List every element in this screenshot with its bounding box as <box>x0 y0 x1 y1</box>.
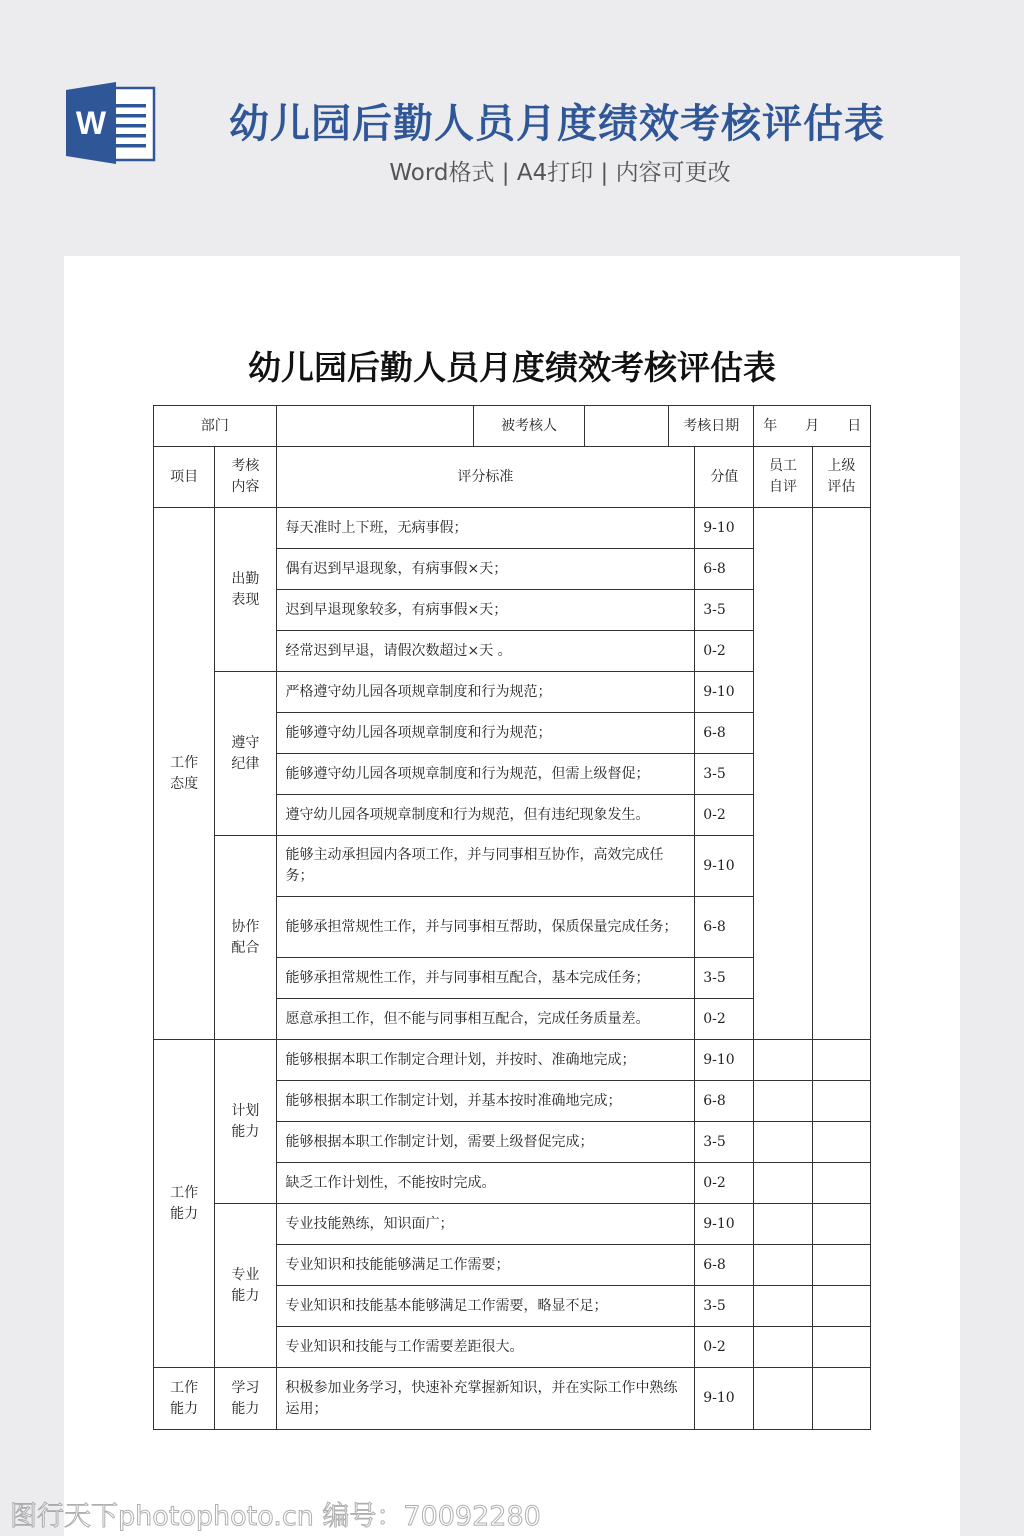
dept-value[interactable] <box>276 406 474 447</box>
content-cell: 学习能力 <box>215 1368 276 1430</box>
criteria-cell: 专业知识和技能与工作需要差距很大。 <box>276 1327 695 1368</box>
criteria-cell: 能够遵守幼儿园各项规章制度和行为规范； <box>276 713 695 754</box>
document-title: 幼儿园后勤人员月度绩效考核评估表 <box>248 348 776 387</box>
superior-eval-cell[interactable] <box>812 1081 870 1122</box>
banner-subtitle: Word格式 | A4打印 | 内容可更改 <box>389 160 731 186</box>
self-eval-cell[interactable] <box>754 1368 812 1430</box>
score-cell: 3-5 <box>695 1122 754 1163</box>
table-row <box>154 508 871 549</box>
score-cell: 0-2 <box>695 999 754 1040</box>
score-cell: 6-8 <box>695 1081 754 1122</box>
self-eval-cell[interactable] <box>754 1204 812 1245</box>
self-eval-cell[interactable] <box>754 1286 812 1327</box>
criteria-cell: 严格遵守幼儿园各项规章制度和行为规范； <box>276 672 695 713</box>
info-row <box>154 406 871 447</box>
criteria-cell: 专业知识和技能基本能够满足工作需要，略显不足； <box>276 1286 695 1327</box>
word-icon <box>66 82 156 164</box>
self-eval-cell[interactable] <box>754 1040 812 1081</box>
self-eval-cell[interactable] <box>754 1081 812 1122</box>
assessee-label: 被考核人 <box>474 406 584 447</box>
self-eval-cell[interactable] <box>754 1122 812 1163</box>
score-cell: 9-10 <box>695 836 754 897</box>
superior-eval-cell[interactable] <box>812 1122 870 1163</box>
criteria-cell: 经常迟到早退，请假次数超过×天 。 <box>276 631 695 672</box>
score-cell: 9-10 <box>695 508 754 549</box>
header-score: 分值 <box>695 447 754 508</box>
superior-eval-cell[interactable] <box>812 1368 870 1430</box>
criteria-cell: 愿意承担工作，但不能与同事相互配合，完成任务质量差。 <box>276 999 695 1040</box>
superior-eval-cell[interactable] <box>812 1286 870 1327</box>
score-cell: 6-8 <box>695 549 754 590</box>
item-cell: 工作能力 <box>154 1368 215 1430</box>
score-cell: 3-5 <box>695 590 754 631</box>
content-cell: 出勤表现 <box>215 508 276 672</box>
criteria-cell: 专业技能熟练，知识面广； <box>276 1204 695 1245</box>
score-cell: 6-8 <box>695 897 754 958</box>
score-cell: 0-2 <box>695 631 754 672</box>
criteria-cell: 能够承担常规性工作，并与同事相互帮助，保质保量完成任务； <box>276 897 695 958</box>
table-row <box>154 1040 871 1081</box>
score-cell: 9-10 <box>695 1368 754 1430</box>
superior-eval-cell[interactable] <box>812 1040 870 1081</box>
header-superior: 上级评估 <box>812 447 870 508</box>
item-cell: 工作态度 <box>154 508 215 1040</box>
self-eval-cell[interactable] <box>754 1245 812 1286</box>
score-cell: 6-8 <box>695 1245 754 1286</box>
score-cell: 6-8 <box>695 713 754 754</box>
header-row <box>154 447 871 508</box>
criteria-cell: 能够根据本职工作制定计划，需要上级督促完成； <box>276 1122 695 1163</box>
superior-eval-cell[interactable] <box>812 1327 870 1368</box>
content-cell: 专业能力 <box>215 1204 276 1368</box>
header-item: 项目 <box>154 447 215 508</box>
criteria-cell: 偶有迟到早退现象，有病事假×天； <box>276 549 695 590</box>
self-eval-cell[interactable] <box>754 1163 812 1204</box>
superior-eval-cell[interactable] <box>812 1245 870 1286</box>
criteria-cell: 能够承担常规性工作，并与同事相互配合，基本完成任务； <box>276 958 695 999</box>
item-cell: 工作能力 <box>154 1040 215 1368</box>
table-row <box>154 1368 871 1430</box>
content-cell: 计划能力 <box>215 1040 276 1204</box>
score-cell: 0-2 <box>695 795 754 836</box>
self-eval-cell[interactable] <box>754 1327 812 1368</box>
criteria-cell: 每天准时上下班，无病事假； <box>276 508 695 549</box>
watermark: 图行天下photophoto.cn 编号：70092280 <box>10 1501 541 1532</box>
criteria-cell: 专业知识和技能能够满足工作需要； <box>276 1245 695 1286</box>
word-icon-letter: W <box>75 105 107 141</box>
banner-title: 幼儿园后勤人员月度绩效考核评估表 <box>229 101 885 147</box>
criteria-cell: 能够根据本职工作制定计划，并基本按时准确地完成； <box>276 1081 695 1122</box>
score-cell: 3-5 <box>695 754 754 795</box>
score-cell: 3-5 <box>695 1286 754 1327</box>
criteria-cell: 能够主动承担园内各项工作，并与同事相互协作，高效完成任务； <box>276 836 695 897</box>
score-cell: 0-2 <box>695 1163 754 1204</box>
table-row <box>154 1204 871 1245</box>
header-content: 考核内容 <box>215 447 276 508</box>
self-eval-cell[interactable] <box>754 508 812 1040</box>
evaluation-table <box>153 405 871 1430</box>
header-criteria: 评分标准 <box>276 447 695 508</box>
content-cell: 遵守纪律 <box>215 672 276 836</box>
superior-eval-cell[interactable] <box>812 508 870 1040</box>
header-self: 员工自评 <box>754 447 812 508</box>
assessee-value[interactable] <box>584 406 668 447</box>
score-cell: 9-10 <box>695 672 754 713</box>
criteria-cell: 缺乏工作计划性，不能按时完成。 <box>276 1163 695 1204</box>
score-cell: 9-10 <box>695 1204 754 1245</box>
score-cell: 0-2 <box>695 1327 754 1368</box>
criteria-cell: 积极参加业务学习，快速补充掌握新知识，并在实际工作中熟练运用； <box>276 1368 695 1430</box>
score-cell: 9-10 <box>695 1040 754 1081</box>
superior-eval-cell[interactable] <box>812 1163 870 1204</box>
date-value[interactable]: 年 月 日 <box>754 406 871 447</box>
superior-eval-cell[interactable] <box>812 1204 870 1245</box>
dept-label: 部门 <box>154 406 277 447</box>
date-label: 考核日期 <box>669 406 754 447</box>
document-page <box>64 256 960 1536</box>
criteria-cell: 能够根据本职工作制定合理计划，并按时、准确地完成； <box>276 1040 695 1081</box>
criteria-cell: 能够遵守幼儿园各项规章制度和行为规范，但需上级督促； <box>276 754 695 795</box>
score-cell: 3-5 <box>695 958 754 999</box>
criteria-cell: 迟到早退现象较多，有病事假×天； <box>276 590 695 631</box>
content-cell: 协作配合 <box>215 836 276 1040</box>
criteria-cell: 遵守幼儿园各项规章制度和行为规范，但有违纪现象发生。 <box>276 795 695 836</box>
